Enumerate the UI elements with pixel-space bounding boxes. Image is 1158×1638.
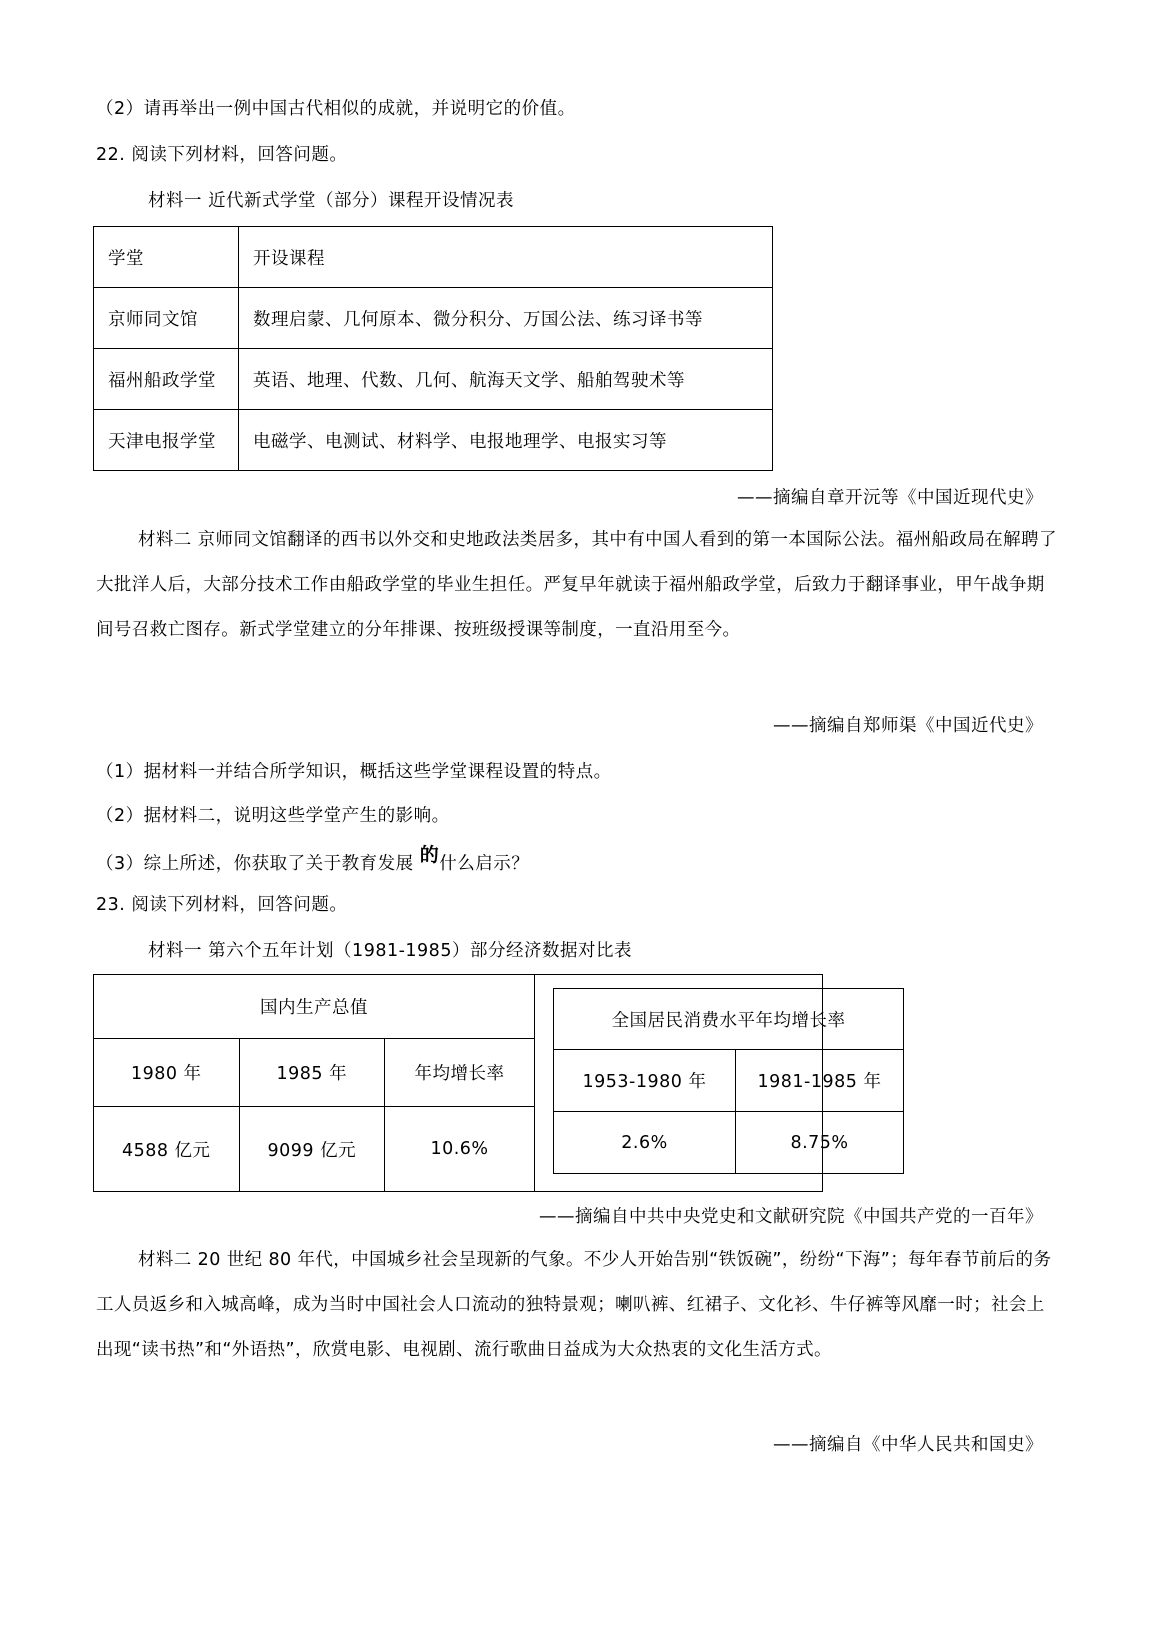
consumption-header-1981-1985: 1981-1985 年 [736, 1050, 904, 1112]
table-row [94, 410, 773, 471]
gdp-value-1980: 4588 亿元 [94, 1107, 240, 1192]
q22-question-2: （2）据材料二，说明这些学堂产生的影响。 [96, 806, 450, 826]
table-header-row [94, 227, 773, 288]
q3-emphasis: 的 [419, 844, 440, 866]
school-name: 天津电报学堂 [94, 410, 239, 471]
consumption-title-row [554, 989, 904, 1050]
q3-prefix: （3）综上所述，你获取了关于教育发展 [96, 854, 420, 874]
table-row [94, 288, 773, 349]
q23-heading: 23. 阅读下列材料，回答问题。 [96, 895, 348, 915]
school-courses: 英语、地理、代数、几何、航海天文学、船舶驾驶术等 [239, 349, 773, 410]
school-name: 京师同文馆 [94, 288, 239, 349]
q23-material2: 材料二 20 世纪 80 年代，中国城乡社会呈现新的气象。不少人开始告别“铁饭碗”，纷纷“下海”；每年春节前后的务工人员返乡和入城高峰，成为当时中国社会人口流动的独特景观；喇叭裤、红裙子、文化衫、牛仔裤等风靡一时；社会上出现“读书热”和“外语热”，欣赏电影、电视剧、流行歌曲日益成为大众热衷的文化生活方式。 [96, 1250, 1052, 1360]
consumption-header-row [554, 1050, 904, 1112]
gdp-header-1985: 1985 年 [239, 1039, 385, 1107]
q22-material2: 材料二 京师同文馆翻译的西书以外交和史地政法类居多，其中有中国人看到的第一本国际公法。福州船政局在解聘了大批洋人后，大部分技术工作由船政学堂的毕业生担任。严复早年就读于福州船政学堂，后致力于翻译事业，甲午战争期间号召救亡图存。新式学堂建立的分年排课、按班级授课等制度，一直沿用至今。 [96, 530, 1057, 640]
consumption-title: 全国居民消费水平年均增长率 [554, 989, 904, 1050]
school-name: 福州船政学堂 [94, 349, 239, 410]
consumption-value-1981-1985: 8.75% [736, 1112, 904, 1174]
header-school: 学堂 [94, 227, 239, 288]
q22-question-1: （1）据材料一并结合所学知识，概括这些学堂课程设置的特点。 [96, 762, 612, 782]
q22-citation1: ——摘编自章开沅等《中国近现代史》 [737, 488, 1043, 508]
gdp-header-growth: 年均增长率 [385, 1039, 535, 1107]
school-courses-table [93, 226, 773, 471]
school-courses: 数理启蒙、几何原本、微分积分、万国公法、练习译书等 [239, 288, 773, 349]
q23-citation2: ——摘编自《中华人民共和国史》 [773, 1435, 1043, 1455]
gdp-header-1980: 1980 年 [94, 1039, 240, 1107]
q22-material1-title: 材料一 近代新式学堂（部分）课程开设情况表 [148, 191, 515, 211]
gdp-value-1985: 9099 亿元 [239, 1107, 385, 1192]
consumption-header-1953-1980: 1953-1980 年 [554, 1050, 736, 1112]
gdp-value-row [94, 1107, 535, 1192]
consumption-table [553, 988, 904, 1174]
table-row [94, 349, 773, 410]
q3-suffix: 什么启示？ [439, 854, 530, 874]
gdp-table [93, 974, 535, 1192]
q21-part2: （2）请再举出一例中国古代相似的成就，并说明它的价值。 [96, 99, 576, 119]
consumption-value-1953-1980: 2.6% [554, 1112, 736, 1174]
gdp-header-row [94, 1039, 535, 1107]
consumption-value-row [554, 1112, 904, 1174]
header-courses: 开设课程 [239, 227, 773, 288]
q23-material1-title: 材料一 第六个五年计划（1981-1985）部分经济数据对比表 [148, 941, 632, 961]
school-courses: 电磁学、电测试、材料学、电报地理学、电报实习等 [239, 410, 773, 471]
q23-citation1: ——摘编自中共中央党史和文献研究院《中国共产党的一百年》 [539, 1207, 1043, 1227]
gdp-title-row [94, 975, 535, 1039]
q22-question-3 [96, 844, 530, 876]
gdp-value-growth: 10.6% [385, 1107, 535, 1192]
q22-citation2: ——摘编自郑师渠《中国近代史》 [773, 716, 1043, 736]
q22-heading: 22. 阅读下列材料，回答问题。 [96, 145, 348, 165]
gdp-title: 国内生产总值 [94, 975, 535, 1039]
economic-data-frame [93, 974, 882, 1192]
